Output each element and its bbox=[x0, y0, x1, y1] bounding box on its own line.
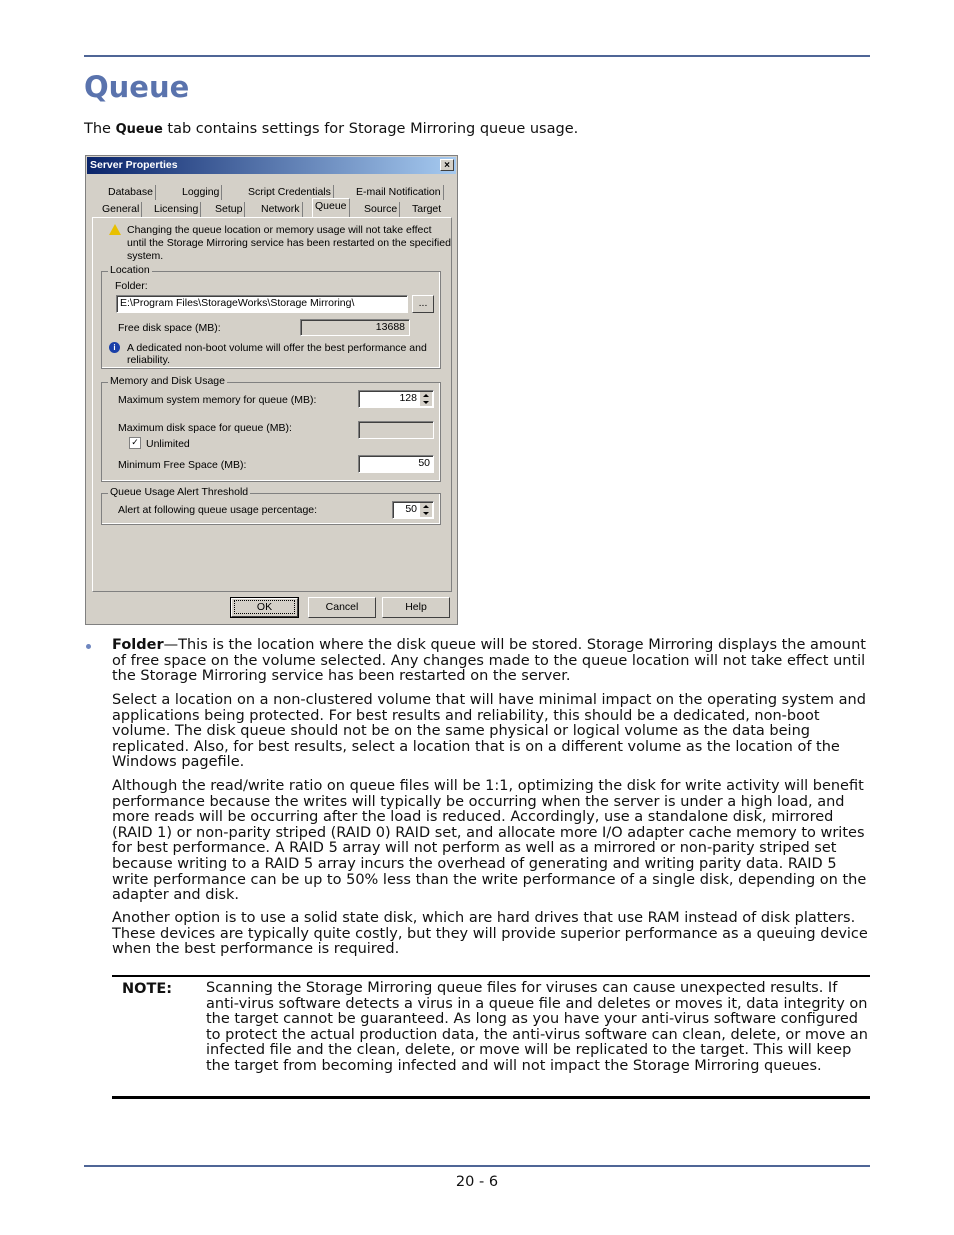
alert-group-label: Queue Usage Alert Threshold bbox=[110, 486, 249, 498]
intro-bold-term: Queue bbox=[115, 122, 163, 137]
ok-button[interactable] bbox=[231, 598, 298, 617]
intro-prefix: The bbox=[84, 121, 116, 137]
tab-email-notification[interactable]: E-mail Notification bbox=[354, 185, 444, 200]
min-free-label: Minimum Free Space (MB): bbox=[118, 459, 247, 471]
tab-network[interactable]: Network bbox=[259, 202, 303, 217]
info-line: reliability. bbox=[127, 354, 170, 366]
unlimited-checkbox[interactable]: ✓ bbox=[129, 437, 141, 449]
ok-label: OK bbox=[234, 600, 295, 614]
note-text: Scanning the Storage Mirroring queue files for viruses can cause unexpected results. If anti-virus software detects a virus in a queue file and deletes or moves it, data integrity on the target cannot be guaranteed. As long as you have your anti-virus software configured to protect the actual production data, the anti-virus software can clean, delete, or move an infected file and the clean, delete, or move will be replicated to the target. This will keep the target from becoming infected and will not impact the Storage Mirroring queues. bbox=[206, 980, 869, 1074]
dialog-titlebar bbox=[87, 157, 456, 174]
max-disk-input[interactable] bbox=[358, 421, 434, 439]
intro-suffix: tab contains settings for Storage Mirroring queue usage. bbox=[162, 121, 579, 137]
help-button[interactable]: Help bbox=[382, 597, 450, 618]
warning-line: system. bbox=[127, 250, 164, 262]
folder-text: —This is the location where the disk queue will be stored. Storage Mirroring displays the amount of free space on the volume selected. Any changes made to the queue location will not take effect until the Storage Mirroring service has been restarted on the server. bbox=[112, 637, 866, 685]
tab-logging[interactable]: Logging bbox=[180, 185, 222, 200]
header-rule bbox=[84, 55, 870, 57]
tab-setup[interactable]: Setup bbox=[213, 202, 245, 217]
tab-target[interactable]: Target bbox=[412, 203, 442, 215]
max-disk-label: Maximum disk space for queue (MB): bbox=[118, 422, 292, 434]
alert-value: 50 bbox=[405, 503, 417, 515]
tab-general[interactable]: General bbox=[100, 202, 142, 217]
tab-queue[interactable]: Queue bbox=[312, 198, 350, 218]
warning-line: until the Storage Mirroring service has been restarted on the specified bbox=[127, 237, 451, 249]
paragraph-location: Select a location on a non-clustered volume that will have minimal impact on the operating system and applications being protected. For best results and reliability, this should be a dedicated, non-boot volume. The disk queue should not be on the same physical or logical volume as the data being replicated. Also, for best results, select a location that is on a different volume as the location of the Windows pagefile. bbox=[112, 692, 866, 771]
location-group-label: Location bbox=[110, 264, 150, 276]
browse-button[interactable]: ... bbox=[412, 295, 434, 313]
server-properties-dialog bbox=[85, 155, 458, 625]
tab-script-credentials[interactable]: Script Credentials bbox=[246, 185, 334, 200]
note-label: NOTE: bbox=[122, 981, 173, 997]
bullet-icon bbox=[86, 644, 91, 649]
note-box bbox=[112, 975, 870, 1099]
footer-rule bbox=[84, 1165, 870, 1167]
dialog-title: Server Properties bbox=[90, 159, 178, 171]
free-space-value: 13688 bbox=[300, 319, 410, 336]
tab-licensing[interactable]: Licensing bbox=[152, 202, 201, 217]
tab-source[interactable]: Source bbox=[362, 202, 400, 217]
close-icon[interactable]: × bbox=[440, 159, 454, 171]
warning-icon bbox=[109, 224, 121, 235]
folder-label: Folder: bbox=[115, 280, 148, 292]
alert-percentage-input[interactable] bbox=[392, 501, 434, 519]
paragraph-solid-state: Another option is to use a solid state disk, which are hard drives that use RAM instead of disk platters. These devices are typically quite costly, but they will provide superior performance as a queuing device when the best performance is required. bbox=[112, 910, 868, 958]
spinner-icon[interactable] bbox=[420, 392, 432, 406]
folder-input[interactable]: E:\Program Files\StorageWorks\Storage Mirroring\ bbox=[116, 295, 408, 313]
page-number: 20 - 6 bbox=[455, 1174, 499, 1190]
min-free-input[interactable]: 50 bbox=[358, 455, 434, 473]
paragraph-read-write: Although the read/write ratio on queue files will be 1:1, optimizing the disk for write activity will benefit performance because the writes will typically be occurring when the server is under a high load, and more reads will be occurring after the load is reduced. Accordingly, use a standalone disk, mirrored (RAID 1) or non-parity striped (RAID 0) RAID set, and allocate more I/O adapter cache memory to writes for best performance. A RAID 5 array will not perform as well as a mirrored or non-parity striped set because writing to a RAID 5 array incurs the overhead of generating and writing parity data. RAID 5 write performance can be up to 50% less than the write performance of a single disk, depending on the adapter and disk. bbox=[112, 778, 867, 904]
tab-database[interactable]: Database bbox=[106, 185, 156, 200]
spinner-icon[interactable] bbox=[420, 503, 432, 517]
max-memory-input[interactable] bbox=[358, 390, 434, 408]
info-line: A dedicated non-boot volume will offer the best performance and bbox=[127, 342, 427, 354]
info-icon: i bbox=[109, 342, 120, 353]
page-heading: Queue bbox=[84, 70, 190, 104]
alert-label: Alert at following queue usage percentage: bbox=[118, 504, 318, 516]
free-space-label: Free disk space (MB): bbox=[118, 322, 221, 334]
intro-text bbox=[84, 121, 578, 137]
max-memory-label: Maximum system memory for queue (MB): bbox=[118, 394, 317, 406]
folder-description bbox=[112, 638, 868, 685]
folder-term: Folder bbox=[112, 637, 164, 653]
max-memory-value: 128 bbox=[399, 392, 417, 404]
memory-group-label: Memory and Disk Usage bbox=[110, 375, 225, 387]
unlimited-label: Unlimited bbox=[146, 438, 190, 450]
cancel-button[interactable]: Cancel bbox=[308, 597, 376, 618]
warning-line: Changing the queue location or memory usage will not take effect bbox=[127, 224, 432, 236]
